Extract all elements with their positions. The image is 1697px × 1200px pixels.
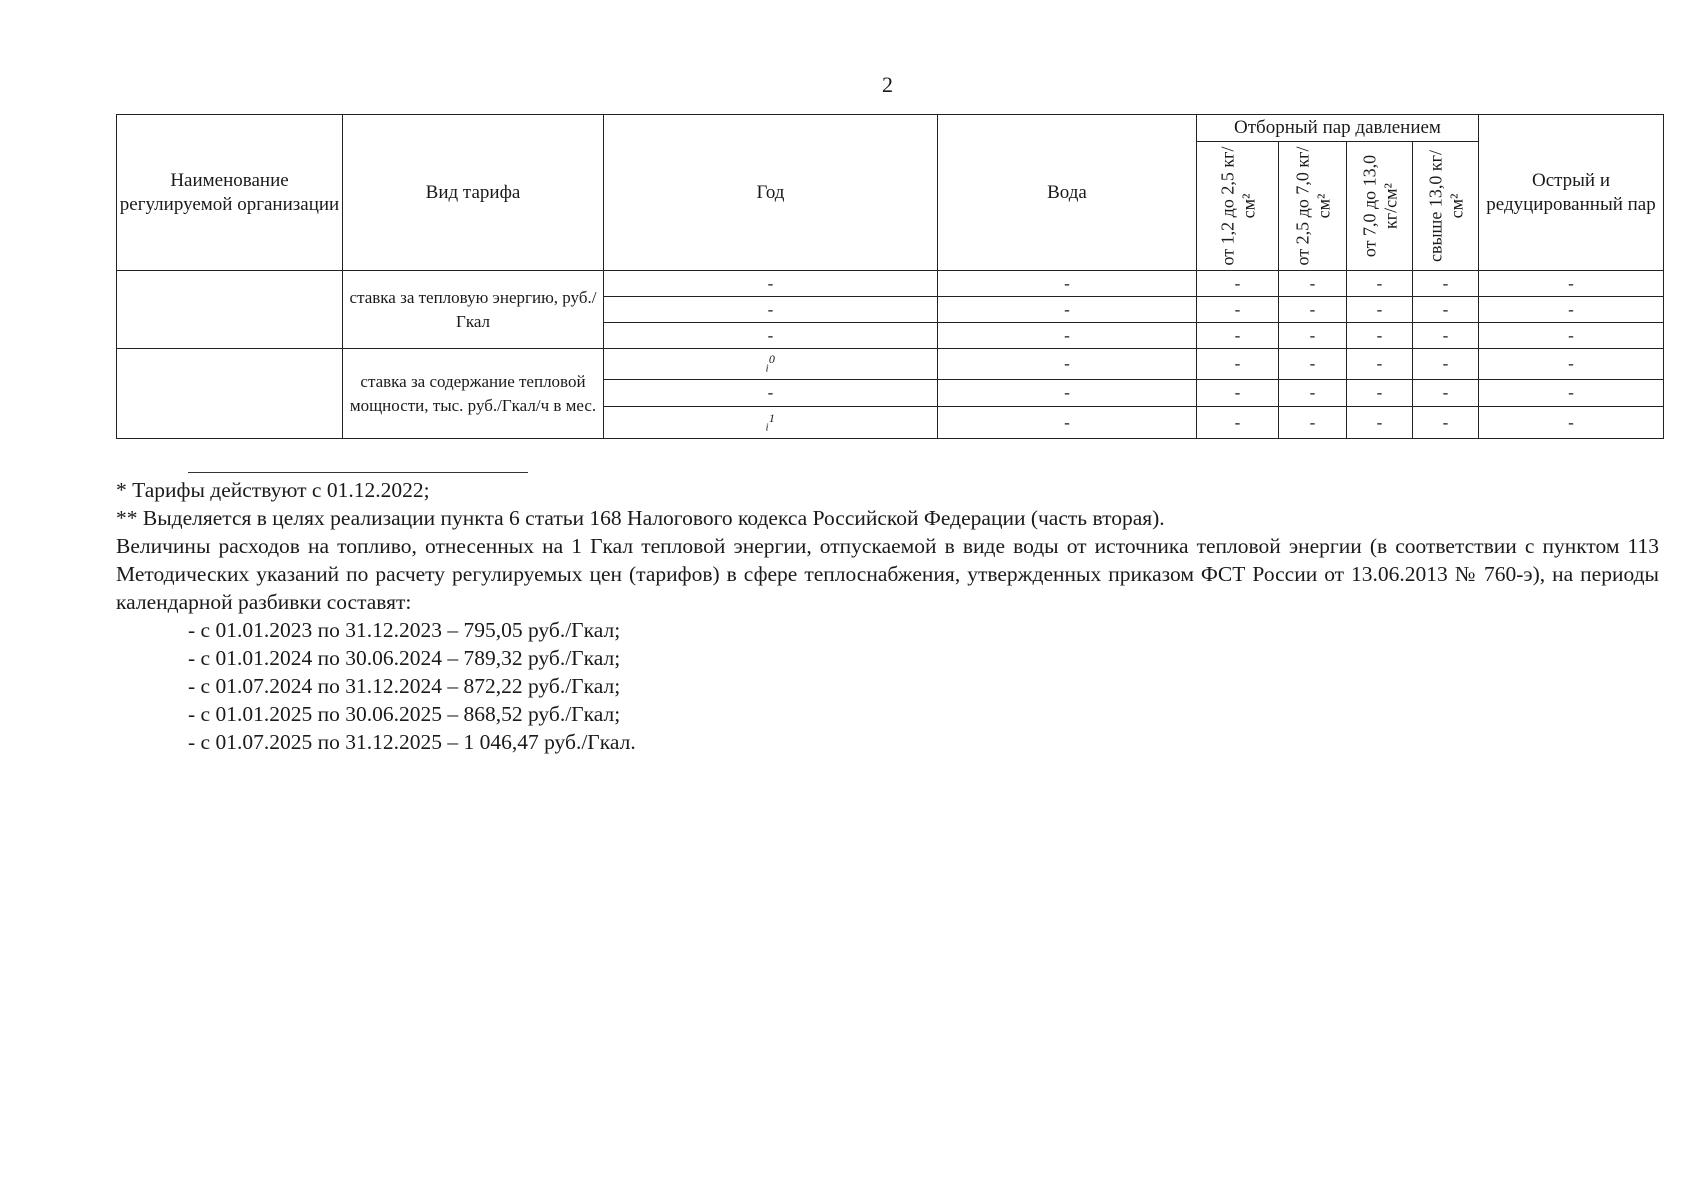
pressure-3-cell: - [1347,349,1413,380]
header-tariff-type: Вид тарифа [343,115,604,271]
header-sharp-steam: Острый и редуцированный пар [1479,115,1664,271]
pressure-2-cell: - [1279,323,1347,349]
pressure-3-cell: - [1347,271,1413,297]
notes-section [116,476,1659,756]
pressure-1-cell: - [1197,349,1279,380]
pressure-1-cell: - [1197,323,1279,349]
header-org-name: Наименование регулируемой организации [117,115,343,271]
year-marker: ᵢ$^1$ [766,410,775,433]
water-cell: - [938,297,1197,323]
year-cell: - [604,380,938,407]
pressure-3-cell: - [1347,297,1413,323]
sharp-steam-cell: - [1479,380,1664,407]
sharp-steam-cell: - [1479,271,1664,297]
water-cell: - [938,380,1197,407]
list-item: - с 01.01.2025 по 30.06.2025 – 868,52 руб./Гкал; [188,702,621,726]
pressure-2-cell: - [1279,297,1347,323]
pressure-2-cell: - [1279,407,1347,439]
pressure-4-cell: - [1413,349,1479,380]
sharp-steam-cell: - [1479,407,1664,439]
pressure-4-cell: - [1413,297,1479,323]
list-item: - с 01.01.2023 по 31.12.2023 – 795,05 руб./Гкал; [188,618,621,642]
footnote-1: * Тарифы действуют с 01.12.2022; [116,478,430,502]
water-cell: - [938,271,1197,297]
pressure-3-cell: - [1347,380,1413,407]
header-year: Год [604,115,938,271]
table-row [117,349,1664,380]
header-pressure-2: от 2,5 до 7,0 кг/см² [1279,142,1347,271]
water-cell: - [938,407,1197,439]
header-pressure-4: свыше 13,0 кг/см² [1413,142,1479,271]
header-row-1 [117,115,1664,142]
list-item: - с 01.01.2024 по 30.06.2024 – 789,32 руб./Гкал; [188,646,621,670]
pressure-4-cell: - [1413,407,1479,439]
year-marker: ᵢ$^0$ [766,352,775,375]
water-cell: - [938,349,1197,380]
pressure-2-cell: - [1279,380,1347,407]
year-cell: - [604,297,938,323]
pressure-1-cell: - [1197,297,1279,323]
pressure-4-cell: - [1413,271,1479,297]
header-pressure-group: Отборный пар давлением [1197,115,1479,142]
org-name-cell [117,271,343,349]
rate-label-capacity: ставка за содержание тепловой мощности, тыс. руб./Гкал/ч в мес. [343,349,604,439]
year-cell: - [604,323,938,349]
pressure-3-cell: - [1347,407,1413,439]
header-water: Вода [938,115,1197,271]
page-number: 2 [882,72,893,97]
footnote-2: ** Выделяется в целях реализации пункта 6 статьи 168 Налогового кодекса Российской Федерации (часть вторая). [116,506,1165,530]
pressure-4-cell: - [1413,323,1479,349]
water-cell: - [938,323,1197,349]
fuel-cost-paragraph: Величины расходов на топливо, отнесенных на 1 Гкал тепловой энергии, отпускаемой в виде воды от источника тепловой энергии (в соответствии с пунктом 113 Методических указаний по расчету регулируемых цен (тарифов) в сфере теплоснабжения, утвержденных приказом ФСТ России от 13.06.2013 № 760-э), на периоды календарной разбивки составят: [116,534,1659,614]
pressure-1-cell: - [1197,271,1279,297]
pressure-3-cell: - [1347,323,1413,349]
period-list [116,616,1659,756]
list-item: - с 01.07.2025 по 31.12.2025 – 1 046,47 руб./Гкал. [188,730,636,754]
pressure-2-cell: - [1279,271,1347,297]
org-name-cell [117,349,343,439]
table-row [117,271,1664,297]
sharp-steam-cell: - [1479,323,1664,349]
year-cell: - [604,271,938,297]
tariff-table [116,114,1664,439]
year-cell [604,349,938,380]
sharp-steam-cell: - [1479,349,1664,380]
year-cell [604,407,938,439]
header-pressure-3: от 7,0 до 13,0 кг/см² [1347,142,1413,271]
rate-label-energy: ставка за тепловую энергию, руб./Гкал [343,271,604,349]
footnote-separator [188,472,528,473]
pressure-1-cell: - [1197,407,1279,439]
sharp-steam-cell: - [1479,297,1664,323]
pressure-2-cell: - [1279,349,1347,380]
pressure-4-cell: - [1413,380,1479,407]
header-pressure-1: от 1,2 до 2,5 кг/см² [1197,142,1279,271]
pressure-1-cell: - [1197,380,1279,407]
list-item: - с 01.07.2024 по 31.12.2024 – 872,22 руб./Гкал; [188,674,621,698]
